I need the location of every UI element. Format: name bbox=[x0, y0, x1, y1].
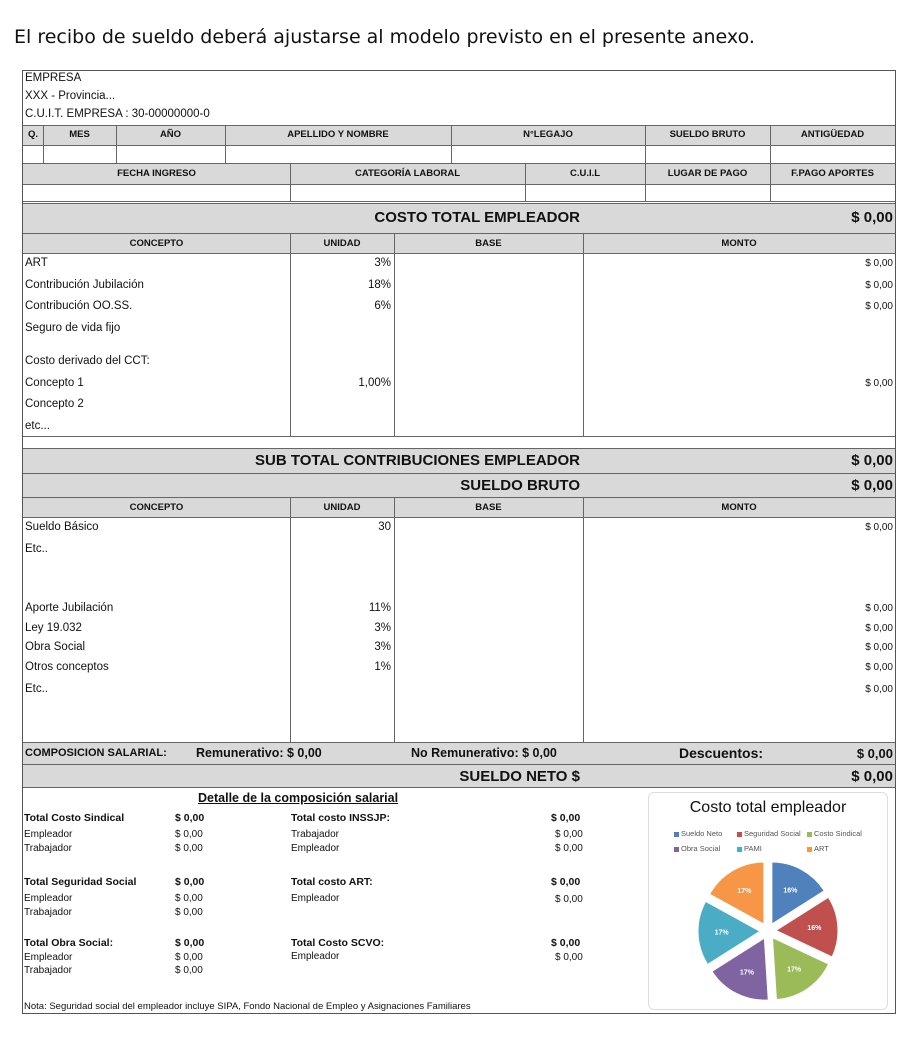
art-total: $ 0,00 bbox=[551, 876, 581, 888]
contrib-unit: 18% bbox=[367, 279, 391, 291]
sueldo-unit: 11% bbox=[368, 602, 391, 614]
seguridad-total: $ 0,00 bbox=[175, 876, 205, 888]
obra-line1-value: $ 0,00 bbox=[175, 952, 203, 963]
pie-data-label: 17% bbox=[787, 966, 802, 974]
descuentos-label: Descuentos: bbox=[679, 745, 764, 761]
chart-title: Costo total empleador bbox=[689, 799, 847, 816]
scvo-total: $ 0,00 bbox=[551, 937, 581, 949]
legend-label: PAMI bbox=[744, 844, 762, 853]
contrib-col-header: UNIDAD bbox=[323, 238, 361, 249]
contrib-unit: 6% bbox=[374, 300, 391, 312]
row1-col-header: SUELDO BRUTO bbox=[669, 129, 746, 140]
contrib-concept: Contribución OO.SS. bbox=[25, 300, 133, 312]
contrib-monto: $ 0,00 bbox=[865, 301, 893, 312]
row2-col-header: CATEGORÍA LABORAL bbox=[354, 168, 461, 179]
row2-col-header: F.PAGO APORTES bbox=[791, 168, 874, 179]
intro-text: El recibo de sueldo deberá ajustarse al modelo previsto en el presente anexo. bbox=[14, 26, 755, 48]
detalle-title: Detalle de la composición salarial bbox=[198, 791, 399, 805]
scvo-line1-value: $ 0,00 bbox=[555, 952, 583, 963]
obra-line1-label: Empleador bbox=[24, 952, 73, 963]
contrib-concept: etc... bbox=[25, 420, 50, 432]
row1-col-header: AÑO bbox=[159, 129, 182, 140]
company-name: EMPRESA bbox=[25, 72, 82, 84]
row2-col-header: C.U.I.L bbox=[569, 168, 601, 179]
row2-col-header: LUGAR DE PAGO bbox=[667, 168, 748, 179]
composicion-label: COMPOSICION SALARIAL: bbox=[25, 747, 167, 759]
contrib-concept: Concepto 1 bbox=[25, 377, 84, 389]
pie-data-label: 17% bbox=[737, 888, 752, 896]
legend-label: Costo Sindical bbox=[814, 829, 862, 838]
legend-label: Obra Social bbox=[681, 844, 721, 853]
obra-line2-label: Trabajador bbox=[24, 965, 72, 976]
subtotal-value: $ 0,00 bbox=[851, 452, 893, 469]
art-line1-value: $ 0,00 bbox=[555, 894, 583, 905]
inssjp-line2-value: $ 0,00 bbox=[555, 843, 583, 854]
sueldo-concept: Sueldo Básico bbox=[25, 521, 99, 533]
seguridad-line1-value: $ 0,00 bbox=[175, 893, 203, 904]
seguridad-line2-label: Trabajador bbox=[24, 907, 72, 918]
row1-col-header: N°LEGAJO bbox=[523, 129, 573, 140]
pie-data-label: 17% bbox=[739, 969, 754, 977]
sueldo-col-header: CONCEPTO bbox=[129, 502, 184, 513]
row1-col-header: APELLIDO Y NOMBRE bbox=[287, 129, 389, 140]
sindical-total: $ 0,00 bbox=[175, 812, 205, 824]
sueldo-unit: 1% bbox=[374, 661, 391, 673]
sueldo-unit: 3% bbox=[374, 622, 391, 634]
contrib-concept: Contribución Jubilación bbox=[25, 279, 144, 291]
row1-col-header: MES bbox=[69, 129, 90, 140]
contrib-col-header: BASE bbox=[475, 238, 502, 249]
legend-label: ART bbox=[814, 844, 829, 853]
sueldo-concept: Obra Social bbox=[25, 641, 86, 653]
sueldo-concept: Etc.. bbox=[25, 543, 49, 555]
scvo-line1-label: Empleador bbox=[291, 951, 340, 962]
sueldo-col-header: BASE bbox=[475, 502, 502, 513]
sueldo-monto: $ 0,00 bbox=[865, 522, 893, 533]
contrib-unit: 3% bbox=[374, 257, 391, 269]
sueldo-monto: $ 0,00 bbox=[865, 623, 893, 634]
contrib-unit: 1,00% bbox=[358, 377, 391, 389]
neto-value: $ 0,00 bbox=[851, 768, 893, 785]
sueldo-concept: Otros conceptos bbox=[25, 661, 109, 673]
inssjp-line1-label: Trabajador bbox=[291, 829, 339, 840]
legend-label: Seguridad Social bbox=[744, 829, 801, 838]
sueldo-concept: Etc.. bbox=[25, 683, 49, 695]
sindical-line1-label: Empleador bbox=[24, 829, 73, 840]
obra-title: Total Obra Social: bbox=[24, 937, 114, 949]
sueldo-monto: $ 0,00 bbox=[865, 662, 893, 673]
contrib-monto: $ 0,00 bbox=[865, 280, 893, 291]
sindical-title: Total Costo Sindical bbox=[24, 812, 125, 824]
art-title: Total costo ART: bbox=[291, 876, 373, 888]
sindical-line1-value: $ 0,00 bbox=[175, 829, 203, 840]
contrib-monto: $ 0,00 bbox=[865, 378, 893, 389]
obra-line2-value: $ 0,00 bbox=[175, 965, 203, 976]
contrib-col-header: CONCEPTO bbox=[129, 238, 184, 249]
art-line1-label: Empleador bbox=[291, 893, 340, 904]
sueldo-col-header: MONTO bbox=[721, 502, 757, 513]
descuentos-value: $ 0,00 bbox=[856, 746, 893, 761]
company-province: XXX - Provincia... bbox=[25, 90, 116, 102]
company-cuit: C.U.I.T. EMPRESA : 30-00000000-0 bbox=[25, 108, 210, 120]
contrib-concept: Costo derivado del CCT: bbox=[25, 355, 150, 367]
sindical-line2-value: $ 0,00 bbox=[175, 843, 203, 854]
seguridad-line2-value: $ 0,00 bbox=[175, 907, 203, 918]
pie-data-label: 16% bbox=[807, 925, 822, 933]
subtotal-label: SUB TOTAL CONTRIBUCIONES EMPLEADOR bbox=[254, 452, 580, 469]
row2-col-header: FECHA INGRESO bbox=[117, 168, 196, 179]
pie-data-label: 17% bbox=[714, 929, 729, 937]
seguridad-title: Total Seguridad Social bbox=[24, 876, 137, 888]
sueldo-unit: 3% bbox=[374, 641, 391, 653]
remunerativo-value: Remunerativo: $ 0,00 bbox=[196, 746, 322, 760]
sueldo-unit: 30 bbox=[378, 521, 391, 533]
contrib-monto: $ 0,00 bbox=[865, 258, 893, 269]
inssjp-line1-value: $ 0,00 bbox=[555, 829, 583, 840]
no-remunerativo-value: No Remunerativo: $ 0,00 bbox=[411, 746, 557, 760]
inssjp-line2-label: Empleador bbox=[291, 843, 340, 854]
bruto-label: SUELDO BRUTO bbox=[460, 477, 580, 494]
contrib-concept: Seguro de vida fijo bbox=[25, 322, 121, 334]
sueldo-concept: Ley 19.032 bbox=[25, 622, 82, 634]
sueldo-monto: $ 0,00 bbox=[865, 603, 893, 614]
costo-total-label: COSTO TOTAL EMPLEADOR bbox=[374, 209, 580, 226]
chart-container bbox=[648, 792, 888, 1010]
contrib-col-header: MONTO bbox=[721, 238, 757, 249]
nota: Nota: Seguridad social del empleador incluye SIPA, Fondo Nacional de Empleo y Asignaciones Familiares bbox=[24, 1001, 471, 1012]
row1-col-header: ANTIGÜEDAD bbox=[800, 129, 865, 140]
sueldo-monto: $ 0,00 bbox=[865, 642, 893, 653]
obra-total: $ 0,00 bbox=[175, 937, 205, 949]
seguridad-line1-label: Empleador bbox=[24, 893, 73, 904]
pie-chart bbox=[649, 793, 887, 1009]
inssjp-title: Total costo INSSJP: bbox=[291, 812, 390, 824]
sueldo-concept: Aporte Jubilación bbox=[25, 602, 114, 614]
pie-data-label: 16% bbox=[783, 887, 798, 895]
sindical-line2-label: Trabajador bbox=[24, 843, 72, 854]
row1-col-header: Q. bbox=[27, 129, 39, 140]
scvo-title: Total Costo SCVO: bbox=[291, 937, 385, 949]
sueldo-monto: $ 0,00 bbox=[865, 684, 893, 695]
legend-label: Sueldo Neto bbox=[681, 829, 723, 838]
contrib-concept: ART bbox=[25, 257, 48, 269]
contrib-concept: Concepto 2 bbox=[25, 398, 84, 410]
sueldo-col-header: UNIDAD bbox=[323, 502, 361, 513]
costo-total-value: $ 0,00 bbox=[851, 209, 893, 226]
bruto-value: $ 0,00 bbox=[851, 477, 893, 494]
inssjp-total: $ 0,00 bbox=[551, 812, 581, 824]
neto-label: SUELDO NETO $ bbox=[459, 768, 580, 785]
